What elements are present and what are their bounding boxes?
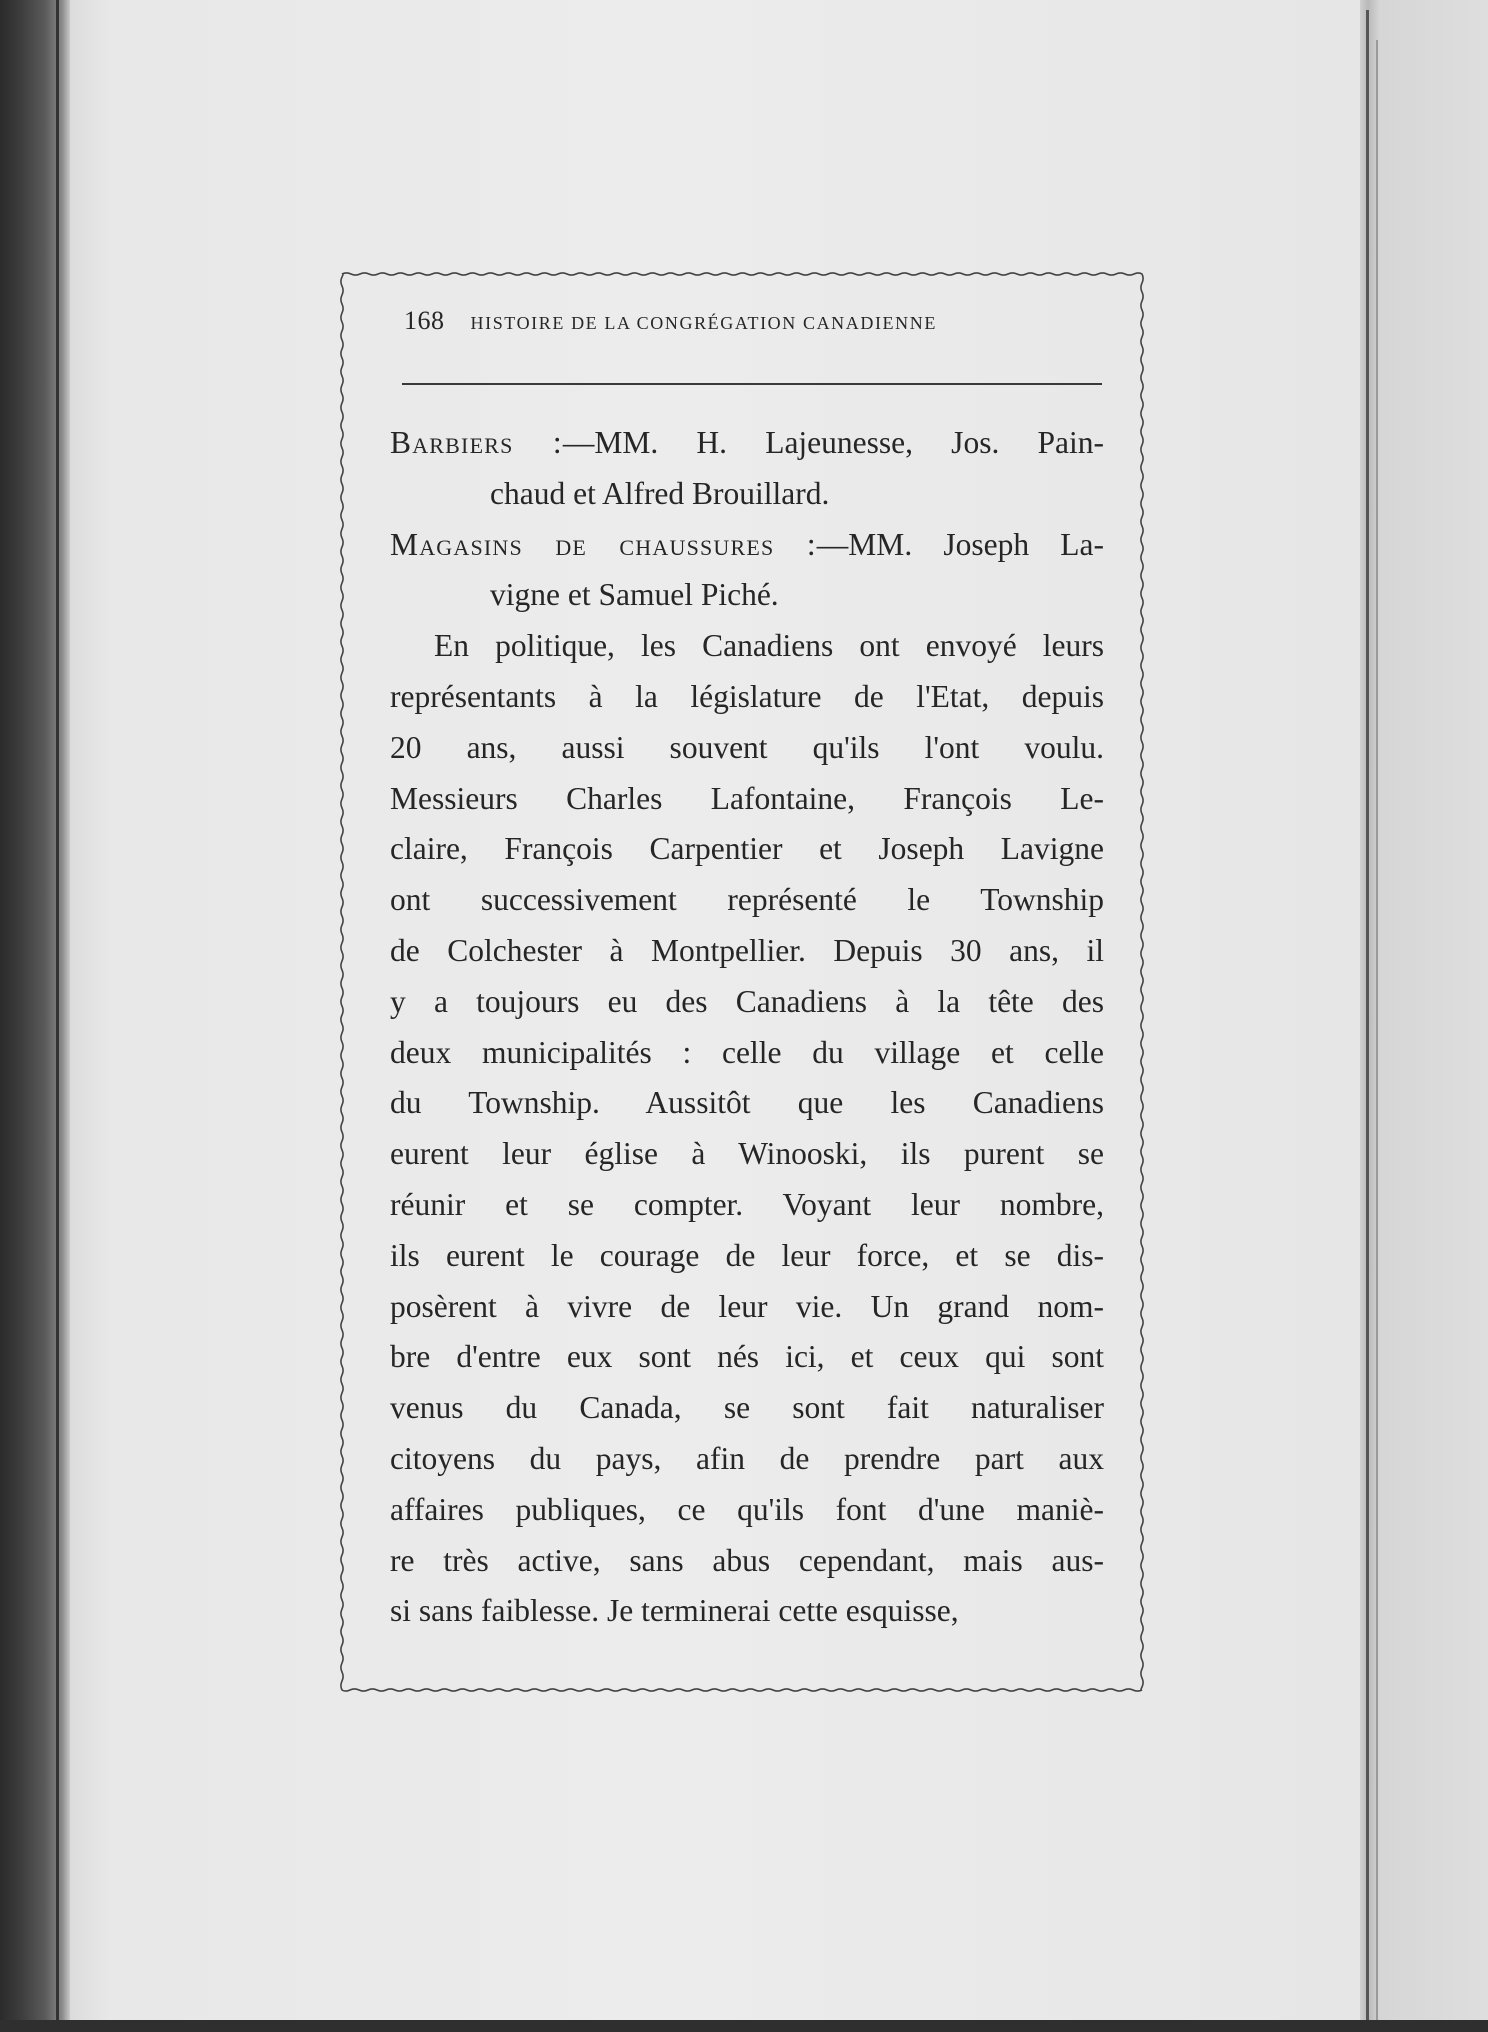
binding-shadow-line [56, 0, 59, 2032]
text-line: En politique, les Canadiens ont envoyé leurs [434, 628, 1104, 664]
text-line: 20 ans, aussi souvent qu'ils l'ont voulu. [390, 729, 1104, 765]
text-line: si sans faiblesse. Je terminerai cette esquisse, [390, 1593, 959, 1629]
text-line: citoyens du pays, afin de prendre part aux [390, 1440, 1104, 1476]
text-line: représentants à la législature de l'Etat, depuis [390, 678, 1104, 714]
text-line: claire, François Carpentier et Joseph Lavigne [390, 831, 1104, 867]
page-number: 168 [404, 306, 445, 335]
text-line: re très active, sans abus cependant, mais aus- [390, 1542, 1104, 1578]
text-line: eurent leur église à Winooski, ils purent se [390, 1136, 1104, 1172]
page-fold-line-secondary [1376, 40, 1378, 2020]
page-header [404, 306, 1104, 346]
running-title: HISTOIRE DE LA CONGRÉGATION CANADIENNE [470, 313, 937, 333]
text-line: du Township. Aussitôt que les Canadiens [390, 1085, 1104, 1121]
entry-label-chaussures: Magasins de chaussures : [390, 526, 817, 562]
entry-barbiers-line-1 [390, 418, 1104, 469]
text-line: bre d'entre eux sont nés ici, et ceux qui sont [390, 1339, 1104, 1375]
text-line: ils eurent le courage de leur force, et se dis- [390, 1237, 1104, 1273]
next-page-edge [1360, 0, 1488, 2032]
text-line: de Colchester à Montpellier. Depuis 30 ans, il [390, 932, 1104, 968]
page-body [390, 418, 1104, 1637]
entry-chaussures-line-1 [390, 520, 1104, 571]
entry-label-barbiers: Barbiers : [390, 425, 563, 460]
entry-text: —MM. H. Lajeunesse, Jos. Pain- [562, 425, 1104, 460]
page-fold-line [1366, 10, 1369, 2020]
text-line: venus du Canada, se sont fait naturaliser [390, 1390, 1104, 1426]
text-line: y a toujours eu des Canadiens à la tête des [390, 983, 1104, 1019]
book-binding-left [0, 0, 70, 2032]
text-line: deux municipalités : celle du village et celle [390, 1034, 1104, 1070]
text-line: Messieurs Charles Lafontaine, François Le- [390, 780, 1104, 816]
entry-text: —MM. Joseph La- [816, 526, 1104, 562]
text-line: affaires publiques, ce qu'ils font d'une maniè- [390, 1491, 1104, 1527]
text-line: ont successivement représenté le Township [390, 882, 1104, 918]
header-rule [402, 383, 1102, 385]
entry-chaussures-line-2: vigne et Samuel Piché. [490, 577, 779, 613]
entry-barbiers-line-2: chaud et Alfred Brouillard. [490, 475, 830, 511]
paragraph-politique [390, 621, 1104, 1637]
text-line: posèrent à vivre de leur vie. Un grand nom- [390, 1288, 1104, 1324]
text-line: réunir et se compter. Voyant leur nombre, [390, 1186, 1104, 1222]
scan-bottom-edge [0, 2020, 1488, 2032]
